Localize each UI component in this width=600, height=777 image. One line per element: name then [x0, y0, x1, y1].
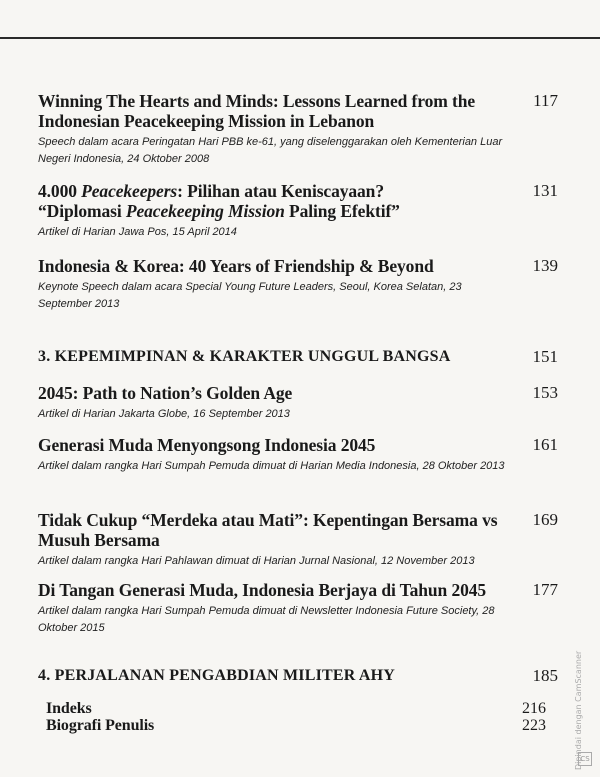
entry-subtitle: Speech dalam acara Peringatan Hari PBB ke-61, yang diselenggarakan oleh Kementerian Luar Negeri Indonesia, 24 Oktober 2008	[38, 136, 503, 165]
page-number: 185	[532, 666, 558, 685]
page-number: 169	[532, 510, 558, 529]
page-number: 151	[532, 347, 558, 366]
entry-title	[38, 181, 498, 221]
toc-section[interactable]	[38, 347, 558, 367]
entry-title: Winning The Hearts and Minds: Lessons Learned from the Indonesian Peacekeeping Mission in Lebanon	[38, 91, 476, 131]
toc-entry[interactable]	[38, 181, 558, 241]
page-number: 117	[533, 91, 558, 110]
toc-entry[interactable]	[38, 91, 558, 168]
toc-entry[interactable]	[38, 256, 558, 313]
section-title: 3. KEPEMIMPINAN & KARAKTER UNGGUL BANGSA	[38, 348, 451, 365]
page-number: 131	[532, 181, 558, 200]
toc-entry[interactable]	[38, 510, 558, 570]
toc-section[interactable]	[38, 666, 558, 686]
scanner-badge-icon: CS	[578, 752, 592, 766]
page-number: 161	[532, 435, 558, 454]
header-rule	[0, 37, 600, 39]
page-number: 153	[532, 383, 558, 402]
entry-title-line-1: 4.000 Peacekeepers: Pilihan atau Keniscayaan?	[38, 181, 384, 201]
entry-subtitle: Artikel dalam rangka Hari Sumpah Pemuda dimuat di Harian Media Indonesia, 28 Oktober 2013	[38, 460, 505, 472]
entry-title: Biografi Penulis	[46, 717, 155, 734]
page-number: 139	[532, 256, 558, 275]
entry-subtitle: Artikel dalam rangka Hari Sumpah Pemuda dimuat di Newsletter Indonesia Future Society, 28 Oktober 2015	[38, 605, 495, 634]
entry-title: Generasi Muda Menyongsong Indonesia 2045	[38, 435, 376, 455]
entry-subtitle: Keynote Speech dalam acara Special Young Future Leaders, Seoul, Korea Selatan, 23 September 2013	[38, 281, 462, 310]
page-number: 177	[532, 580, 558, 599]
entry-subtitle: Artikel di Harian Jawa Pos, 15 April 2014	[38, 226, 237, 238]
entry-title: Indeks	[46, 700, 92, 717]
entry-title: Indonesia & Korea: 40 Years of Friendship & Beyond	[38, 256, 434, 276]
entry-title: 2045: Path to Nation’s Golden Age	[38, 383, 293, 403]
scanner-watermark: Dipindai dengan CamScanner	[574, 650, 583, 770]
toc-entry[interactable]	[38, 580, 558, 637]
entry-subtitle: Artikel di Harian Jakarta Globe, 16 September 2013	[38, 408, 290, 420]
page-number: 223	[522, 717, 546, 734]
entry-title-line-2: “Diplomasi Peacekeeping Mission Paling Efektif”	[38, 201, 400, 221]
page-number: 216	[522, 700, 546, 717]
toc-entry[interactable]	[38, 383, 558, 423]
section-title: 4. PERJALANAN PENGABDIAN MILITER AHY	[38, 667, 396, 684]
entry-title: Di Tangan Generasi Muda, Indonesia Berjaya di Tahun 2045	[38, 580, 487, 600]
toc-entry-biography[interactable]	[46, 716, 546, 735]
toc-entry[interactable]	[38, 435, 558, 475]
entry-title: Tidak Cukup “Merdeka atau Mati”: Kepentingan Bersama vs Musuh Bersama	[38, 510, 498, 550]
entry-subtitle: Artikel dalam rangka Hari Pahlawan dimuat di Harian Jurnal Nasional, 12 November 2013	[38, 555, 475, 567]
